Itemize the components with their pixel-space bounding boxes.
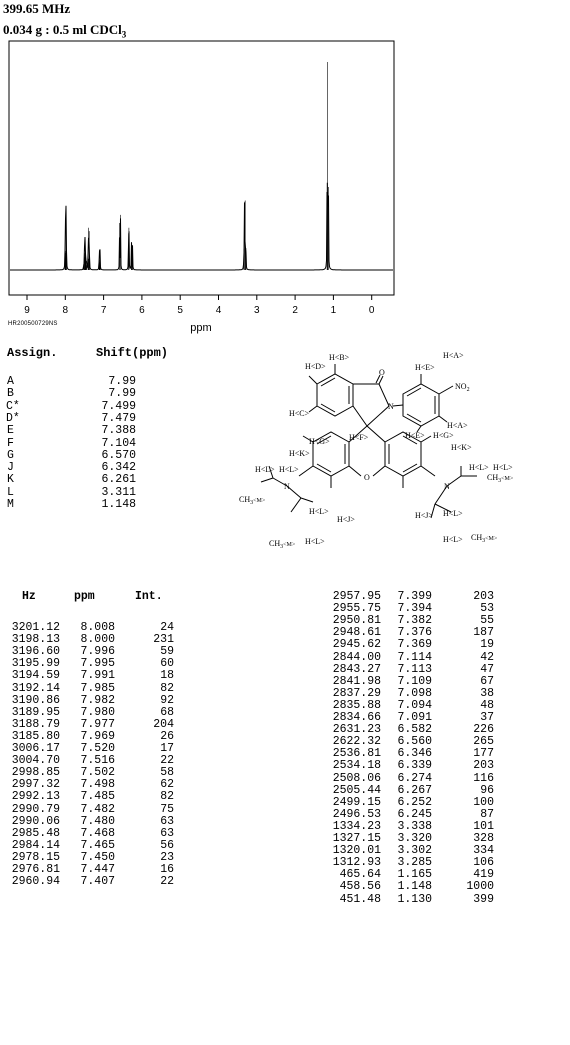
- peak-hz: 3189.95: [11, 705, 60, 719]
- label-hl4: H<L>: [493, 463, 513, 472]
- peak-row: [0, 664, 570, 676]
- peak-ppm: 7.114: [397, 650, 432, 664]
- peak-hz: 3201.12: [11, 621, 60, 634]
- peak-hz: 2992.13: [11, 790, 60, 804]
- peak-hz: 2835.88: [332, 698, 381, 712]
- peak-ppm: 7.996: [80, 645, 115, 659]
- peak-int: 75: [160, 802, 174, 816]
- peak-ppm: 7.465: [80, 838, 115, 852]
- peak-ppm: 7.480: [80, 814, 115, 828]
- peak-ppm: 7.982: [80, 693, 115, 707]
- peak-ppm: 7.485: [80, 790, 115, 804]
- peak-int: 17: [160, 742, 174, 755]
- peak-int: 59: [160, 645, 174, 659]
- label-ha1: H<A>: [443, 351, 464, 360]
- peak-int: 67: [480, 674, 494, 688]
- peak-int: 62: [160, 778, 174, 792]
- peak-int: 38: [480, 686, 494, 700]
- assignment-shift: 7.499: [101, 399, 136, 413]
- assignment-label: G: [7, 448, 14, 462]
- assignment-shift: 6.342: [101, 461, 136, 475]
- peak-row: [0, 773, 570, 785]
- assignment-shift: 1.148: [101, 498, 136, 511]
- x-tick-label: 7: [100, 305, 107, 316]
- peak-hz: 2622.32: [332, 735, 381, 749]
- peak-hz: 3192.14: [11, 681, 60, 695]
- peak-hz: 2834.66: [332, 711, 381, 724]
- peak-ppm: 6.252: [397, 795, 432, 809]
- label-hj1: H<J>: [337, 515, 355, 524]
- peak-int: 177: [473, 747, 494, 761]
- peak-int: 68: [160, 705, 174, 719]
- peak-ppm: 7.450: [80, 850, 115, 864]
- peak-hz: 2984.14: [11, 838, 60, 852]
- peak-int: 116: [473, 771, 494, 785]
- peak-int: 328: [473, 832, 494, 845]
- label-o: O: [379, 368, 385, 377]
- peak-hz: 3006.17: [11, 742, 60, 755]
- peak-hz: 2998.85: [11, 766, 60, 780]
- peak-int: 334: [473, 844, 494, 858]
- assignment-label: L: [7, 485, 14, 499]
- label-hl2: H<L>: [279, 465, 299, 474]
- peak-ppm: 7.098: [397, 686, 432, 700]
- peak-hz: 2950.81: [332, 614, 381, 628]
- assignment-label: C*: [6, 399, 20, 413]
- peak-int: 82: [160, 681, 174, 695]
- peak-ppm: 3.338: [397, 819, 432, 833]
- peak-ppm: 8.008: [80, 621, 115, 634]
- peak-int: 87: [480, 807, 494, 821]
- peak-ppm: 7.399: [397, 590, 432, 603]
- peak-int: 22: [160, 754, 174, 768]
- label-hg2: H<G>: [433, 431, 454, 440]
- peak-int: 58: [160, 766, 174, 780]
- peak-hz: 2534.18: [332, 759, 381, 773]
- assign-header: Assign.: [7, 346, 58, 360]
- peak-int: 56: [160, 838, 174, 852]
- label-hc: H<C>: [289, 409, 310, 418]
- x-tick-label: 9: [24, 305, 30, 316]
- peak-ppm: 7.091: [397, 711, 432, 724]
- x-tick-label: 0: [368, 305, 375, 316]
- peak-ppm: 7.447: [80, 863, 115, 876]
- label-ch3m2: $CH_3^{<M>}$: [487, 473, 514, 484]
- label-hg1: H<G>: [309, 437, 330, 446]
- peak-int: 63: [160, 814, 174, 828]
- peak-hz: 2948.61: [332, 626, 381, 640]
- peak-hz: 2990.06: [11, 814, 60, 828]
- peak-int: 203: [473, 590, 494, 603]
- peak-hz: 1320.01: [332, 844, 381, 858]
- label-hb: H<B>: [329, 353, 350, 362]
- peak-int: 187: [473, 626, 494, 640]
- peak-ppm: 7.113: [397, 662, 432, 676]
- peak-ppm: 7.980: [80, 705, 115, 719]
- assignment-shift: 7.99: [108, 387, 136, 401]
- peak-int: 19: [480, 638, 494, 652]
- peak-int: 204: [153, 717, 174, 731]
- peak-int: 100: [473, 795, 494, 809]
- peak-int: 22: [160, 875, 174, 889]
- peak-row: [0, 652, 570, 664]
- assignment-label: E: [7, 424, 14, 438]
- label-no2: $NO_2$: [455, 382, 470, 393]
- assignment-label: K: [7, 473, 14, 487]
- peak-hz: 3190.86: [11, 693, 60, 707]
- peak-hz: 3188.79: [11, 717, 60, 731]
- peak-ppm: 7.369: [397, 638, 432, 652]
- label-o2: O: [364, 473, 370, 482]
- label-hf: H<F>: [349, 433, 369, 442]
- peak-ppm: 6.346: [397, 747, 432, 761]
- peak-int: 60: [160, 657, 174, 671]
- label-hl3: H<L>: [469, 463, 489, 472]
- peak-ppm: 7.394: [397, 602, 432, 616]
- label-hk1: H<K>: [289, 449, 310, 458]
- peak-row: [0, 785, 570, 797]
- peak-int: 82: [160, 790, 174, 804]
- assignment-shift: 7.104: [101, 436, 136, 450]
- peak-hz: 2841.98: [332, 674, 381, 688]
- label-n: N: [388, 402, 394, 411]
- peak-hz: 2844.00: [332, 650, 381, 664]
- peak-ppm: 1.130: [397, 892, 432, 906]
- int-header: Int.: [135, 590, 163, 603]
- peak-hz: 451.48: [339, 892, 381, 906]
- peak-row: [0, 639, 570, 651]
- peak-hz: 2843.27: [332, 662, 381, 676]
- label-ch3m4: $CH_3^{<M>}$: [471, 533, 498, 544]
- peak-ppm: 6.245: [397, 807, 432, 821]
- label-ha2: H<A>: [447, 421, 468, 430]
- peak-int: 37: [480, 711, 494, 724]
- peak-ppm: 3.302: [397, 844, 432, 858]
- peak-int: 23: [160, 850, 174, 864]
- peak-int: 231: [153, 633, 174, 647]
- label-hd: H<D>: [305, 362, 326, 371]
- peak-hz: 465.64: [339, 868, 381, 882]
- peak-int: 16: [160, 863, 174, 876]
- peak-row: [0, 676, 570, 688]
- peak-int: 48: [480, 698, 494, 712]
- peak-int: 96: [480, 783, 494, 797]
- peak-hz: 1312.93: [332, 856, 381, 870]
- peak-hz: 3196.60: [11, 645, 60, 659]
- spectrometer-frequency: 399.65 MHz: [3, 1, 71, 16]
- spectrum-code: HR200500729NS: [8, 321, 58, 327]
- hz-header: Hz: [22, 590, 36, 603]
- peak-row: [0, 894, 570, 906]
- x-tick-label: 8: [62, 305, 69, 316]
- peak-ppm: 7.520: [80, 742, 115, 755]
- peak-ppm: 7.482: [80, 802, 115, 816]
- peak-int: 226: [473, 723, 494, 737]
- peak-ppm: 7.109: [397, 674, 432, 688]
- peak-ppm: 7.468: [80, 826, 115, 840]
- peak-ppm: 7.516: [80, 754, 115, 768]
- peak-ppm: 7.977: [80, 717, 115, 731]
- label-hl5: H<L>: [309, 507, 329, 516]
- ppm-header: ppm: [74, 590, 95, 603]
- peak-ppm: 6.274: [397, 771, 432, 785]
- peak-ppm: 1.148: [397, 880, 432, 894]
- peak-hz: 3004.70: [11, 754, 60, 768]
- x-tick-label: 5: [177, 305, 183, 316]
- assignment-label: F: [7, 436, 14, 450]
- peak-hz: 2508.06: [332, 771, 381, 785]
- label-hl7: H<L>: [443, 535, 463, 544]
- peak-ppm: 7.498: [80, 778, 115, 792]
- peak-row: [0, 797, 570, 809]
- peak-ppm: 6.582: [397, 723, 432, 737]
- peak-ppm: 7.985: [80, 681, 115, 695]
- x-tick-label: 1: [330, 305, 337, 316]
- label-ch3m1: $CH_3^{<M>}$: [239, 495, 266, 506]
- peak-ppm: 3.285: [397, 856, 432, 870]
- assignment-label: J: [7, 461, 14, 475]
- peak-int: 63: [160, 826, 174, 840]
- peak-ppm: 7.969: [80, 729, 115, 743]
- peak-ppm: 1.165: [397, 868, 432, 882]
- peak-int: 53: [480, 602, 494, 616]
- peak-ppm: 7.382: [397, 614, 432, 628]
- peak-hz: 458.56: [339, 880, 381, 894]
- assignment-shift: 7.479: [101, 411, 136, 425]
- label-hl1: H<L>: [255, 465, 275, 474]
- peak-int: 106: [473, 856, 494, 870]
- peak-hz: 2499.15: [332, 795, 381, 809]
- peak-hz: 3185.80: [11, 729, 60, 743]
- assignment-label: A: [7, 375, 14, 388]
- label-n2: N: [284, 482, 290, 491]
- peak-hz: 3194.59: [11, 669, 60, 683]
- peak-int: 55: [480, 614, 494, 628]
- peak-int: 101: [473, 819, 494, 833]
- peak-hz: 2505.44: [332, 783, 381, 797]
- peak-int: 42: [480, 650, 494, 664]
- peak-hz: 2985.48: [11, 826, 60, 840]
- peak-hz: 2945.62: [332, 638, 381, 652]
- x-tick-label: 2: [292, 305, 298, 316]
- peak-hz: 1327.15: [332, 832, 381, 845]
- label-n3: N: [444, 482, 450, 491]
- peak-ppm: 7.502: [80, 766, 115, 780]
- peak-hz: 2976.81: [11, 863, 60, 876]
- assignment-shift: 7.99: [108, 375, 136, 388]
- label-hm3: H<L>: [305, 537, 325, 546]
- peak-ppm: 8.000: [80, 633, 115, 647]
- peak-hz: 2496.53: [332, 807, 381, 821]
- assignment-shift: 6.261: [101, 473, 136, 487]
- x-tick-label: 6: [139, 305, 145, 316]
- assignment-label: B: [7, 387, 14, 401]
- x-tick-label: 4: [215, 305, 222, 316]
- peak-hz: 2631.23: [332, 723, 381, 737]
- peak-hz: 3195.99: [11, 657, 60, 671]
- label-hl6: H<L>: [443, 509, 463, 518]
- peak-hz: 2960.94: [11, 875, 60, 889]
- peak-hz: 2536.81: [332, 747, 381, 761]
- assignment-shift: 6.570: [101, 448, 136, 462]
- peak-int: 419: [473, 868, 494, 882]
- peak-ppm: 7.991: [80, 669, 115, 683]
- peak-ppm: 7.995: [80, 657, 115, 671]
- peak-hz: 2955.75: [332, 602, 381, 616]
- peak-int: 18: [160, 669, 174, 683]
- peak-ppm: 3.320: [397, 832, 432, 845]
- peak-ppm: 7.407: [80, 875, 115, 889]
- label-ch3m3: $CH_3^{<M>}$: [269, 539, 296, 550]
- peak-hz: 1334.23: [332, 819, 381, 833]
- peak-int: 47: [480, 662, 494, 676]
- sample-subscript: 3: [121, 29, 127, 40]
- label-he2: H<E>: [405, 431, 425, 440]
- x-axis-label: ppm: [190, 322, 212, 334]
- peak-ppm: 6.560: [397, 735, 432, 749]
- peak-hz: 2837.29: [332, 686, 381, 700]
- peak-hz: 3198.13: [11, 633, 60, 647]
- peak-hz: 2997.32: [11, 778, 60, 792]
- peak-int: 26: [160, 729, 174, 743]
- label-hk2: H<K>: [451, 443, 472, 452]
- peak-int: 203: [473, 759, 494, 773]
- assignment-shift: 7.388: [101, 424, 136, 438]
- peak-int: 24: [160, 621, 174, 634]
- peak-int: 1000: [466, 880, 494, 894]
- label-hj2: H<J>: [415, 511, 433, 520]
- peak-int: 265: [473, 735, 494, 749]
- x-tick-label: 3: [254, 305, 260, 316]
- peak-hz: 2978.15: [11, 850, 60, 864]
- peak-row: [0, 881, 570, 893]
- assignment-label: M: [7, 498, 14, 511]
- sample-text: 0.034 g : 0.5 ml CDCl: [3, 22, 122, 37]
- peak-ppm: 6.267: [397, 783, 432, 797]
- peak-row: [0, 760, 570, 772]
- label-he: H<E>: [415, 363, 435, 372]
- peak-int: 92: [160, 693, 174, 707]
- assignment-label: D*: [6, 411, 20, 425]
- shift-header: Shift(ppm): [96, 346, 169, 360]
- peak-hz: 2957.95: [332, 590, 381, 603]
- peak-ppm: 7.376: [397, 626, 432, 640]
- assignment-shift: 3.311: [101, 485, 136, 499]
- peak-hz: 2990.79: [11, 802, 60, 816]
- peak-int: 399: [473, 892, 494, 906]
- peak-ppm: 7.094: [397, 698, 432, 712]
- peak-ppm: 6.339: [397, 759, 432, 773]
